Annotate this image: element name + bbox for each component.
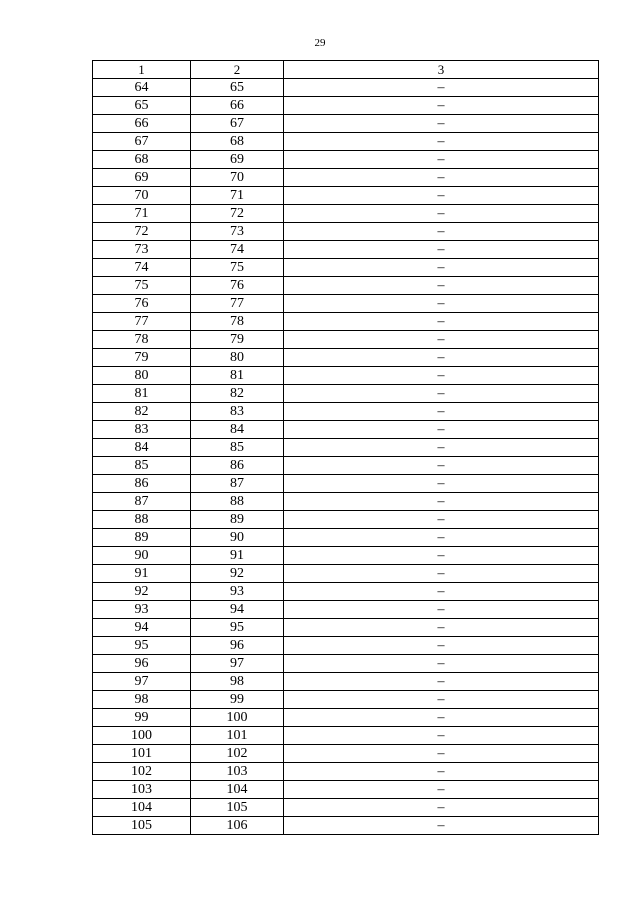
table-cell-col-1: 96 [93,655,191,673]
table-body [93,79,599,835]
table-cell-col-3: – [284,403,599,421]
table-cell-col-2: 75 [191,259,284,277]
table-cell-col-2: 88 [191,493,284,511]
table-cell-col-1: 72 [93,223,191,241]
table-row [93,691,599,709]
table-cell-col-1: 81 [93,385,191,403]
table-row [93,799,599,817]
table-cell-col-2: 93 [191,583,284,601]
table-cell-col-3: – [284,439,599,457]
table-cell-col-3: – [284,331,599,349]
data-table [92,60,599,835]
table-cell-col-3: – [284,115,599,133]
table-cell-col-2: 73 [191,223,284,241]
table-cell-col-2: 92 [191,565,284,583]
table-row [93,511,599,529]
table-row [93,457,599,475]
table-row [93,709,599,727]
table-cell-col-2: 97 [191,655,284,673]
table-row [93,277,599,295]
table-cell-col-1: 87 [93,493,191,511]
table-cell-col-3: – [284,583,599,601]
table-cell-col-1: 103 [93,781,191,799]
table-row [93,223,599,241]
table-cell-col-3: – [284,655,599,673]
table-cell-col-3: – [284,367,599,385]
table-cell-col-2: 81 [191,367,284,385]
page-number: 29 [314,37,326,49]
table-cell-col-1: 92 [93,583,191,601]
table-cell-col-3: – [284,169,599,187]
table-cell-col-2: 87 [191,475,284,493]
table-cell-col-3: – [284,619,599,637]
table-cell-col-3: – [284,133,599,151]
table-row [93,673,599,691]
table-row [93,763,599,781]
table-cell-col-3: – [284,313,599,331]
table-cell-col-1: 78 [93,331,191,349]
table-row [93,493,599,511]
column-header-3: 3 [284,61,599,79]
table-row [93,529,599,547]
table-cell-col-2: 106 [191,817,284,835]
table-cell-col-1: 93 [93,601,191,619]
table-cell-col-2: 100 [191,709,284,727]
table-cell-col-3: – [284,349,599,367]
table-cell-col-3: – [284,259,599,277]
table-cell-col-3: – [284,817,599,835]
table-cell-col-2: 94 [191,601,284,619]
table-cell-col-2: 70 [191,169,284,187]
table-cell-col-1: 99 [93,709,191,727]
table-row [93,781,599,799]
table-cell-col-2: 86 [191,457,284,475]
table-cell-col-3: – [284,691,599,709]
table-row [93,187,599,205]
table-cell-col-2: 67 [191,115,284,133]
table-cell-col-3: – [284,205,599,223]
table-cell-col-1: 88 [93,511,191,529]
table-cell-col-3: – [284,151,599,169]
table-row [93,205,599,223]
table-cell-col-1: 73 [93,241,191,259]
table-cell-col-3: – [284,277,599,295]
table-cell-col-2: 105 [191,799,284,817]
table-cell-col-1: 98 [93,691,191,709]
table-row [93,367,599,385]
table-cell-col-2: 74 [191,241,284,259]
table-cell-col-2: 99 [191,691,284,709]
table-cell-col-1: 105 [93,817,191,835]
table-cell-col-1: 97 [93,673,191,691]
table-cell-col-3: – [284,475,599,493]
table-row [93,169,599,187]
table-cell-col-1: 102 [93,763,191,781]
table-row [93,79,599,97]
table-cell-col-2: 89 [191,511,284,529]
table-cell-col-3: – [284,547,599,565]
table-cell-col-2: 98 [191,673,284,691]
table-row [93,403,599,421]
table-cell-col-2: 66 [191,97,284,115]
table-cell-col-2: 103 [191,763,284,781]
table-cell-col-2: 83 [191,403,284,421]
table-cell-col-1: 86 [93,475,191,493]
table-row [93,421,599,439]
table-row [93,313,599,331]
table-cell-col-3: – [284,637,599,655]
table-cell-col-2: 101 [191,727,284,745]
table-cell-col-2: 91 [191,547,284,565]
table-cell-col-1: 89 [93,529,191,547]
table-cell-col-3: – [284,601,599,619]
table-row [93,133,599,151]
column-header-1: 1 [93,61,191,79]
table-cell-col-2: 96 [191,637,284,655]
table-cell-col-3: – [284,565,599,583]
table-row [93,727,599,745]
table-cell-col-2: 79 [191,331,284,349]
table-cell-col-2: 102 [191,745,284,763]
table-row [93,583,599,601]
table-cell-col-1: 84 [93,439,191,457]
table-cell-col-1: 90 [93,547,191,565]
table-row [93,745,599,763]
table-cell-col-3: – [284,493,599,511]
table-cell-col-3: – [284,529,599,547]
header-row [93,61,599,79]
table-cell-col-2: 65 [191,79,284,97]
table-cell-col-3: – [284,241,599,259]
table-row [93,439,599,457]
table-cell-col-2: 80 [191,349,284,367]
table-row [93,637,599,655]
table-row [93,565,599,583]
table-cell-col-3: – [284,457,599,475]
table-row [93,259,599,277]
table-cell-col-1: 80 [93,367,191,385]
table-row [93,331,599,349]
table-cell-col-2: 90 [191,529,284,547]
column-header-2: 2 [191,61,284,79]
table-cell-col-2: 71 [191,187,284,205]
table-cell-col-3: – [284,511,599,529]
table-cell-col-2: 78 [191,313,284,331]
table-cell-col-3: – [284,295,599,313]
table-cell-col-1: 85 [93,457,191,475]
table-cell-col-2: 77 [191,295,284,313]
table-cell-col-3: – [284,763,599,781]
table-cell-col-1: 69 [93,169,191,187]
table-cell-col-1: 68 [93,151,191,169]
table-row [93,475,599,493]
table-cell-col-2: 76 [191,277,284,295]
table-cell-col-1: 104 [93,799,191,817]
table-cell-col-3: – [284,97,599,115]
table-cell-col-1: 79 [93,349,191,367]
table-cell-col-3: – [284,421,599,439]
table-cell-col-1: 66 [93,115,191,133]
table-row [93,601,599,619]
table-cell-col-1: 70 [93,187,191,205]
table-cell-col-3: – [284,799,599,817]
table-cell-col-2: 84 [191,421,284,439]
table-cell-col-1: 75 [93,277,191,295]
table-row [93,547,599,565]
table-cell-col-1: 91 [93,565,191,583]
table-cell-col-2: 72 [191,205,284,223]
table-cell-col-2: 85 [191,439,284,457]
table-row [93,619,599,637]
table-cell-col-2: 69 [191,151,284,169]
table-cell-col-1: 76 [93,295,191,313]
table-cell-col-2: 95 [191,619,284,637]
table-row [93,97,599,115]
table-cell-col-2: 68 [191,133,284,151]
table-row [93,349,599,367]
table-cell-col-1: 94 [93,619,191,637]
table-cell-col-3: – [284,223,599,241]
table-cell-col-1: 67 [93,133,191,151]
table-cell-col-1: 71 [93,205,191,223]
table-cell-col-1: 101 [93,745,191,763]
table-row [93,151,599,169]
table-row [93,241,599,259]
table-cell-col-3: – [284,187,599,205]
table-row [93,385,599,403]
table-cell-col-1: 77 [93,313,191,331]
table-cell-col-2: 104 [191,781,284,799]
table-row [93,115,599,133]
table-cell-col-1: 82 [93,403,191,421]
table-cell-col-3: – [284,781,599,799]
table-cell-col-3: – [284,385,599,403]
table-cell-col-3: – [284,709,599,727]
table-header [93,61,599,79]
table-cell-col-3: – [284,673,599,691]
table-cell-col-1: 95 [93,637,191,655]
table-cell-col-1: 64 [93,79,191,97]
table-cell-col-1: 83 [93,421,191,439]
table-row [93,655,599,673]
table-row [93,295,599,313]
table-cell-col-3: – [284,727,599,745]
table-cell-col-1: 74 [93,259,191,277]
table-cell-col-1: 65 [93,97,191,115]
table-row [93,817,599,835]
table-cell-col-2: 82 [191,385,284,403]
table-cell-col-3: – [284,745,599,763]
table-cell-col-1: 100 [93,727,191,745]
table-cell-col-3: – [284,79,599,97]
